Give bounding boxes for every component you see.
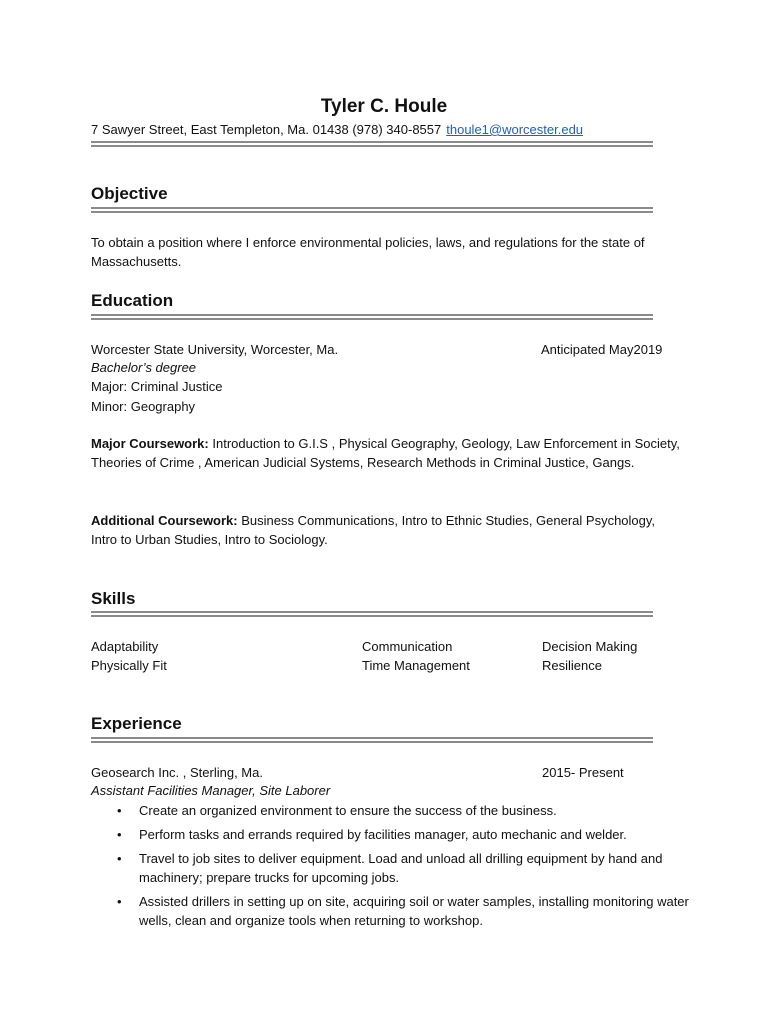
bullet-icon: • — [117, 803, 122, 818]
major-coursework-label: Major Coursework: — [91, 436, 209, 451]
experience-heading: Experience — [91, 714, 182, 733]
experience-date: 2015- Present — [542, 765, 624, 780]
list-item — [91, 849, 691, 887]
skills-divider — [91, 611, 653, 617]
list-item — [91, 892, 691, 930]
candidate-name: Tyler C. Houle — [320, 96, 448, 117]
bullet-text: Travel to job sites to deliver equipment. Load and unload all drilling equipment by hand and machinery; prepare trucks for upcoming jobs. — [139, 851, 663, 885]
header-divider — [91, 141, 653, 147]
education-major: Major: Criminal Justice — [91, 379, 223, 394]
skill-item: Communication — [362, 639, 453, 654]
objective-heading: Objective — [91, 184, 168, 203]
experience-divider — [91, 737, 653, 743]
experience-title: Assistant Facilities Manager, Site Laborer — [91, 783, 331, 798]
bullet-text: Create an organized environment to ensure the success of the business. — [139, 803, 557, 818]
skills-heading: Skills — [91, 589, 136, 608]
objective-divider — [91, 207, 653, 213]
education-heading: Education — [91, 291, 174, 310]
education-minor: Minor: Geography — [91, 399, 196, 414]
skill-item: Time Management — [362, 658, 470, 673]
list-item — [91, 801, 691, 820]
bullet-icon: • — [117, 894, 122, 909]
skill-item: Adaptability — [91, 639, 159, 654]
skill-item: Resilience — [542, 658, 602, 673]
education-school: Worcester State University, Worcester, Ma. — [91, 342, 339, 357]
additional-coursework-text: Business Communications, Intro to Ethnic Studies, General Psychology, Intro to Urban Studies, Intro to Sociology. — [91, 513, 656, 547]
bullet-text: Perform tasks and errands required by facilities manager, auto mechanic and welder. — [139, 827, 627, 842]
additional-coursework — [91, 511, 681, 549]
skill-item: Physically Fit — [91, 658, 167, 673]
major-coursework — [91, 434, 681, 472]
education-degree: Bachelor’s degree — [91, 360, 197, 375]
experience-bullet-list — [91, 801, 691, 935]
experience-company: Geosearch Inc. , Sterling, Ma. — [91, 765, 263, 780]
education-date: Anticipated May2019 — [541, 342, 663, 357]
major-coursework-text: Introduction to G.I.S , Physical Geography, Geology, Law Enforcement in Society, Theories of Crime , American Judicial Systems, Research Methods in Criminal Justice, Gangs. — [91, 436, 680, 470]
objective-text: To obtain a position where I enforce environmental policies, laws, and regulations for the state of Massachusetts. — [91, 235, 645, 269]
additional-coursework-label: Additional Coursework: — [91, 513, 238, 528]
bullet-icon: • — [117, 827, 122, 842]
bullet-icon: • — [117, 851, 122, 866]
list-item — [91, 825, 691, 844]
email-link[interactable]: thoule1@worcester.edu — [446, 122, 584, 137]
address-phone: 7 Sawyer Street, East Templeton, Ma. 01438 (978) 340-8557 — [91, 122, 442, 137]
bullet-text: Assisted drillers in setting up on site, acquiring soil or water samples, installing monitoring water wells, clean and organize tools when returning to workshop. — [139, 894, 689, 928]
contact-line — [91, 122, 583, 137]
education-divider — [91, 314, 653, 320]
skill-item: Decision Making — [542, 639, 638, 654]
